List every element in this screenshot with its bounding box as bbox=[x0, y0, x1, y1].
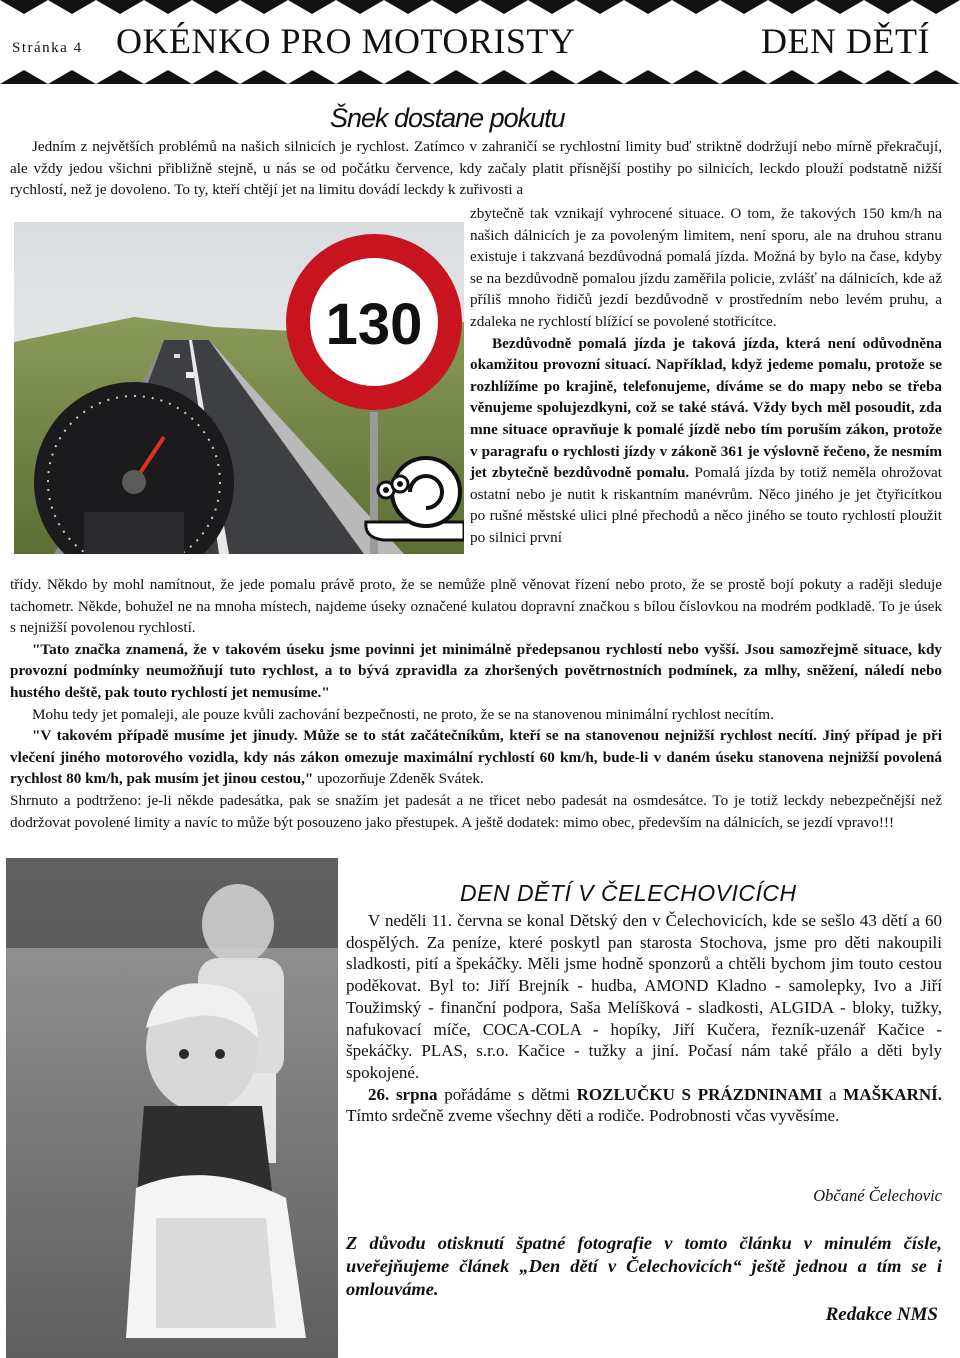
article-paragraph: Jedním z největších problémů na našich silnicích je rychlost. Zatímco v zahraničí se rychlostní limity buď striktně dodržují nebo mírně překračují, ale vždy jedou všichni přibližně stejně, u nás se od počátku července, kdy začaly platit přísnější postihy po silnicích, leckdo plouží podstatně nižší rychlostí, než je dovoleno. To ty, kteří chtějí jet na limitu dovádí leckdy k zuřivosti a bbox=[10, 138, 942, 199]
section-title-right: DEN DĚTÍ bbox=[761, 21, 930, 61]
article-paragraph: 26. srpna pořádáme s dětmi ROZLUČKU S PRÁZDNINAMI a MAŠKARNÍ. Tímto srdečně zveme všechny děti a rodiče. Podrobnosti včas vyvěsíme. bbox=[346, 1084, 942, 1126]
article-paragraph bbox=[470, 333, 942, 549]
article-paragraph: V neděli 11. června se konal Dětský den v Čelechovicích, kde se sešlo 43 dětí a 60 dospělých. Za peníze, které poskytl pan starosta Stochova, jsme pro děti nakoupili sladkosti, pití a špekáčky. Měli jsme hodně sponzorů a chtěli bychom jim touto cestou poděkovat. Byl to: Jiří Brejník - hudba, AMOND Kladno - samolepky, Ivo a Jiří Toužimský - finanční podpora, Saša Melíšková - sladkosti, ALGIDA - bloky, tužky, nafukovací míče, COCA-COLA - hopíky, Jiří Kučera, řezník-uzenář Kačice - špekáčky. PLAS, s.r.o. Kačice - tužky a jiní. Počasí nám také přálo a děti byly spokojené. bbox=[346, 911, 942, 1082]
article2-signature: Občané Čelechovic bbox=[813, 1186, 942, 1205]
article-column bbox=[470, 203, 942, 549]
quote: "V takovém případě musíme jet jinudy. Může se to stát začátečníkům, kteří se na stanovenou nejnižší rychlost necítí. Jiný případ je při vlečení jiného motorového vozidla, kdy nás zákon omezuje maximální rychlostí 60 km/h, bude-li v daném úseku stanovena nejnižší povolená rychlost 80 km/h, pak musím jet jinou cestou," bbox=[10, 727, 942, 788]
event-date: 26. srpna bbox=[368, 1084, 438, 1104]
apology-note: Z důvodu otisknutí špatné fotografie v tomto článku v minulém čísle, uveřejňujeme článek „Den dětí v Čelechovicích“ ještě jednou a tím se i omlouváme. bbox=[346, 1233, 942, 1299]
article2-title: DEN DĚTÍ V ČELECHOVICÍCH bbox=[460, 880, 797, 906]
article-paragraph: zbytečně tak vznikají vyhrocené situace. O tom, že takových 150 km/h na našich dálnicích je za povoleným limitem, není sporu, ale na druhou stranu existuje i takzvaná bezdůvodná pomalá jízda. Možná by bylo na čase, kdyby se na bezdůvodně pomalou jízdu zaměřila policie, zvlášť na dálnicích, kde až příliš mnoho řidičů jezdí bezdůvodně v prostředním nebo levém pruhu, a zdaleka ne rychlostí blížící se povolené stotřicítce. bbox=[470, 205, 942, 330]
event-name: MAŠKARNÍ. bbox=[843, 1084, 942, 1104]
quote-paragraph bbox=[10, 725, 942, 790]
event-name: ROZLUČKU S PRÁZDNINAMI bbox=[576, 1084, 823, 1104]
children-photo bbox=[6, 858, 338, 1358]
header-bottom-border bbox=[0, 70, 960, 84]
bold-text: Bezdůvodně pomalá jízda je taková jízda, která není odůvodněna okamžitou provozní situací. Například, když jedeme pomalu, protože se rozhlížíme po krajině, telefonujeme, díváme se do mapy nebo se třeba věnujeme spolujezdkyni, což se také stává. Vždy bych měl posoudit, zda mne situace opravňuje k pomalé jízdě nebo tím poruším zákon, protože v paragrafu o rychlosti jízdy v zákoně 361 je výslovně řečeno, že nesmím jet zbytečně bezdůvodně pomalu. bbox=[470, 334, 942, 482]
article-continuation bbox=[10, 574, 942, 833]
quote-attribution: upozorňuje Zdeněk Svátek. bbox=[313, 770, 484, 788]
article-paragraph: Shrnuto a podtrženo: je-li někde padesátka, pak se snažím jet padesát a ne třicet nebo padesát na osmdesátce. To je totiž leckdy nebezpečnější než dodržovat povolené limity a navíc to může být posouzeno jako přestupek. A ještě dodatek: mimo obec, především na dálnicích, se jezdí vpravo!!! bbox=[10, 791, 942, 831]
editor-signature: Redakce NMS bbox=[825, 1304, 938, 1325]
article2-body bbox=[346, 910, 942, 1127]
page-label: Stránka 4 bbox=[12, 40, 83, 56]
article-paragraph: Mohu tedy jet pomaleji, ale pouze kvůli zachování bezpečnosti, ne proto, že se na stanovenou minimální rychlost necítím. bbox=[32, 705, 774, 723]
header-top-border bbox=[0, 0, 960, 14]
section-title-left: OKÉNKO PRO MOTORISTY bbox=[116, 21, 576, 61]
speed-limit-value: 130 bbox=[325, 292, 423, 357]
article-title: Šnek dostane pokutu bbox=[330, 103, 565, 133]
article-paragraph: třídy. Někdo by mohl namítnout, že jede pomalu právě proto, že se nemůže plně věnovat řízení nebo proto, že se prostě bojí pokuty a raději sleduje tachometr. Někde, bohužel ne na mnoha místech, najdeme úseky označené kulatou dopravní značkou s bílou číslovkou na modrém podkladě. To je úsek s nejnižší povolenou rychlostí. bbox=[10, 576, 942, 637]
road-photo bbox=[14, 222, 464, 554]
paragraph-text: Pomalá jízda by totiž neměla ohrožovat ostatní nebo je nutit k riskantním manévrům. Něco jiného je jet čtyřicítkou po rušné městské ulici plné přechodů a něco jiného se touto rychlostí ploužit po silnici první bbox=[470, 464, 942, 546]
article-intro bbox=[10, 136, 942, 201]
quote: "Tato značka znamená, že v takovém úseku jsme povinni jet minimálně předepsanou rychlostí nebo vyšší. Jsou samozřejmě situace, kdy provozní podmínky neumožňují tuto rychlost, a to bývá zpravidla za zhoršených povětrnostních podmínek, za mlhy, sněžení, náledí nebo hustého deště, pak touto rychlostí jet nemusíme." bbox=[10, 640, 942, 701]
